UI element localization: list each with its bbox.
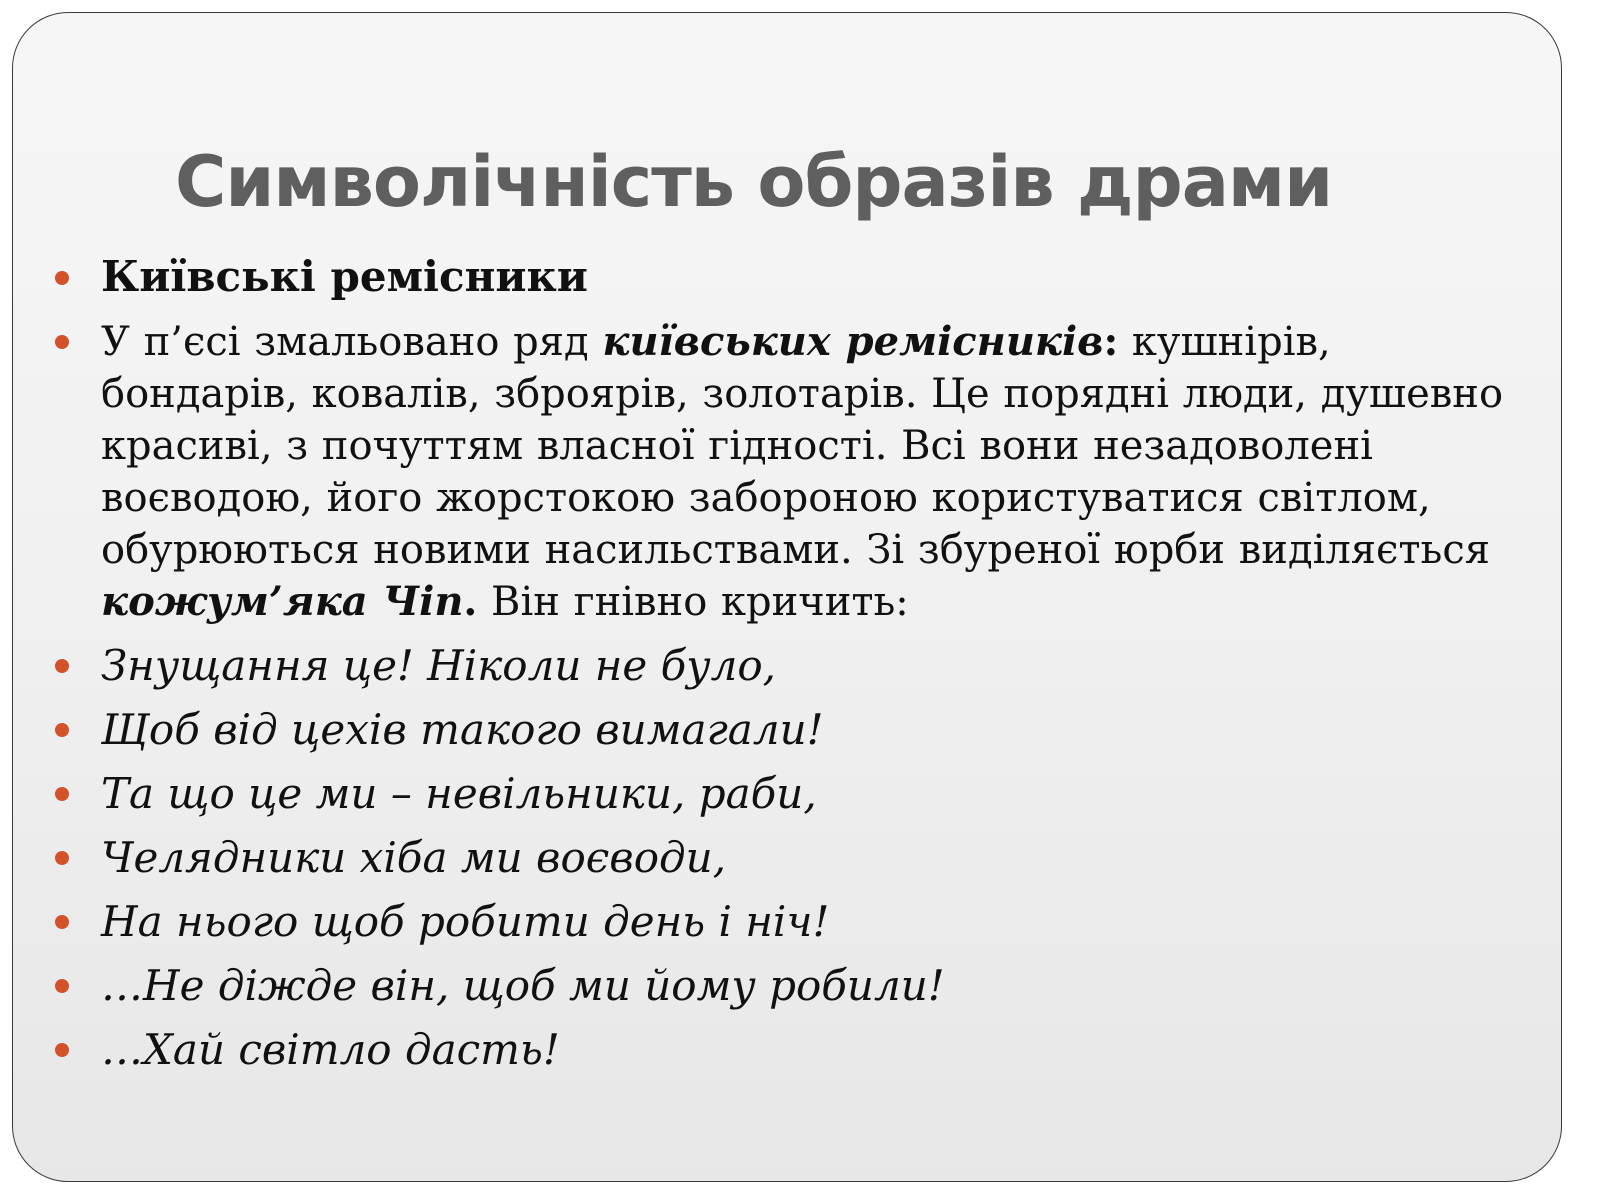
verse-line bbox=[13, 831, 1561, 885]
verse-line bbox=[13, 767, 1561, 821]
verse-text: Челядники хіба ми воєводи, bbox=[101, 833, 727, 882]
slide-title: Символічність образів драми bbox=[175, 141, 1333, 223]
verse-line bbox=[13, 959, 1561, 1013]
bullet-icon bbox=[55, 659, 69, 673]
paragraph-emphasis-craftsmen: київських ремісників bbox=[602, 318, 1104, 365]
verse-text: …Не дiжде він, щоб ми йому робили! bbox=[101, 961, 945, 1010]
paragraph-text bbox=[101, 319, 1503, 625]
bullet-icon bbox=[55, 787, 69, 801]
verse-text: На нього щоб робити день і ніч! bbox=[101, 897, 830, 946]
heading-text: Київські ремісники bbox=[101, 252, 588, 301]
paragraph-part2: кушнірів, бондарів, ковалів, зброярів, золотарів. Це порядні люди, душевно красиві, з почуттям власної гідності. Всі вони незадоволені воєводою, його жорстокою забороною користуватися світлом, обурюються новими насильствами. Зі збуреної юрби виділяється bbox=[101, 319, 1504, 573]
bullet-icon bbox=[55, 1043, 69, 1057]
verse-text: Знущання це! Ніколи не було, bbox=[101, 641, 776, 690]
bullet-icon bbox=[55, 271, 69, 285]
slide bbox=[12, 12, 1562, 1182]
list-item-paragraph bbox=[13, 315, 1561, 627]
verse-line bbox=[13, 703, 1561, 757]
bullet-icon bbox=[55, 335, 69, 349]
list-item-heading bbox=[13, 251, 1561, 303]
bullet-icon bbox=[55, 723, 69, 737]
verse-text: Та що це ми – невільники, раби, bbox=[101, 769, 817, 818]
paragraph-dot: . bbox=[463, 578, 478, 625]
bullet-icon bbox=[55, 915, 69, 929]
bullet-icon bbox=[55, 851, 69, 865]
bullet-icon bbox=[55, 979, 69, 993]
paragraph-emphasis-chip: кожум’яка Чіп bbox=[101, 578, 464, 625]
verse-line bbox=[13, 895, 1561, 949]
verse-text: Щоб від цехів такого вимагали! bbox=[101, 705, 824, 754]
paragraph-colon: : bbox=[1103, 318, 1119, 365]
bullet-list bbox=[13, 251, 1561, 1087]
paragraph-part1: У п’єсі змальовано ряд bbox=[101, 319, 603, 365]
verse-line bbox=[13, 639, 1561, 693]
verse-line bbox=[13, 1023, 1561, 1077]
verse-text: …Хай світло дасть! bbox=[101, 1025, 560, 1074]
paragraph-part3: Він гнівно кричить: bbox=[477, 579, 909, 625]
